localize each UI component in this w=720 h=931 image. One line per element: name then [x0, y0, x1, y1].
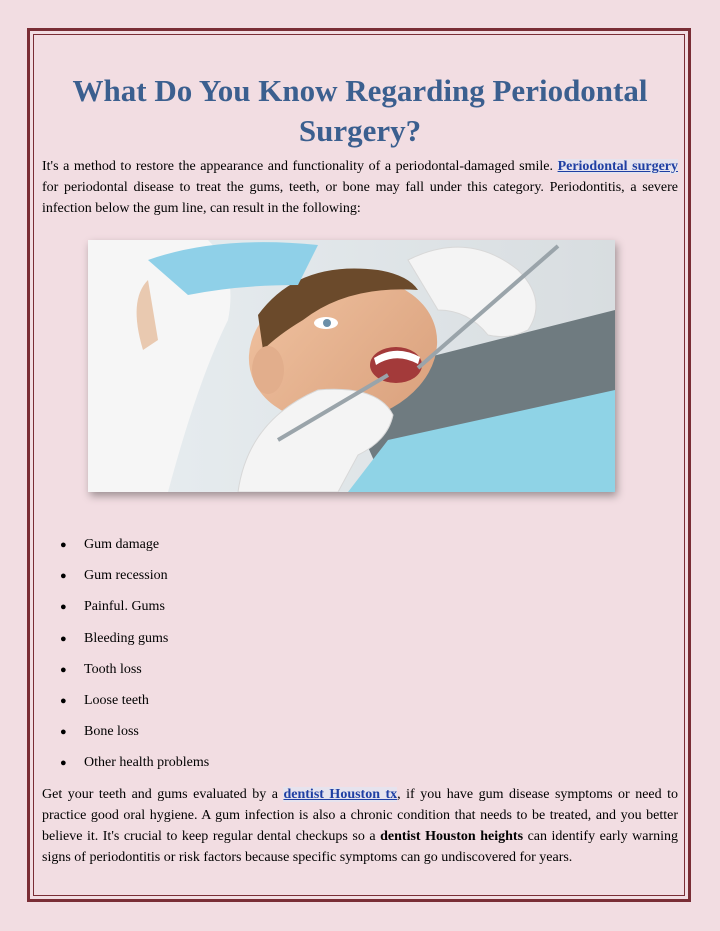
list-item-label: Loose teeth — [84, 692, 149, 708]
list-item-label: Gum recession — [84, 568, 168, 584]
bullet-icon: ● — [60, 601, 67, 614]
bullet-icon: ● — [60, 570, 67, 583]
periodontal-surgery-link[interactable]: Periodontal surgery — [557, 159, 678, 174]
symptom-list — [60, 534, 209, 784]
list-item-label: Other health problems — [84, 755, 210, 771]
bullet-icon: ● — [60, 757, 67, 770]
closing-text-end: can identify early warning signs of periodontitis or risk factors because specific symptoms can go undiscovered for years. — [42, 829, 679, 865]
bullet-icon: ● — [60, 726, 67, 739]
list-item-label: Painful. Gums — [84, 599, 165, 615]
closing-text-start: Get your teeth and gums evaluated by a — [42, 787, 284, 802]
list-item — [60, 565, 209, 596]
page-title: What Do You Know Regarding Periodontal Surgery? — [72, 73, 648, 148]
closing-text-middle: , if you have gum disease symptoms or need to practice good oral hygiene. A gum infection is also a chronic condition that needs to be treated, and you better believe it. It's crucial to keep regular dental checkups so a — [42, 787, 679, 844]
list-item — [60, 596, 209, 627]
list-item-label: Tooth loss — [84, 661, 142, 677]
dentist-houston-heights-text: dentist Houston heights — [380, 829, 524, 844]
bullet-icon: ● — [60, 539, 67, 551]
list-item — [60, 534, 209, 565]
intro-paragraph — [42, 156, 678, 219]
list-item — [60, 752, 209, 783]
bullet-icon: ● — [60, 694, 67, 707]
list-item — [60, 628, 209, 659]
list-item-label: Bleeding gums — [84, 630, 169, 646]
closing-paragraph — [42, 784, 678, 868]
bullet-icon: ● — [60, 632, 67, 645]
dental-exam-photo — [88, 240, 615, 492]
list-item — [60, 659, 209, 690]
intro-text-start: It's a method to restore the appearance and functionality of a periodontal-damaged smile. — [42, 159, 558, 174]
dentist-houston-tx-link[interactable]: dentist Houston tx — [283, 787, 398, 802]
bullet-icon: ● — [60, 663, 67, 676]
list-item-label: Gum damage — [84, 537, 160, 552]
list-item — [60, 690, 209, 721]
list-item-label: Bone loss — [84, 724, 139, 740]
intro-text-end: for periodontal disease to treat the gums, teeth, or bone may fall under this category. Periodontitis, a severe infection below the gum line, can result in the following: — [42, 180, 678, 216]
list-item — [60, 721, 209, 752]
